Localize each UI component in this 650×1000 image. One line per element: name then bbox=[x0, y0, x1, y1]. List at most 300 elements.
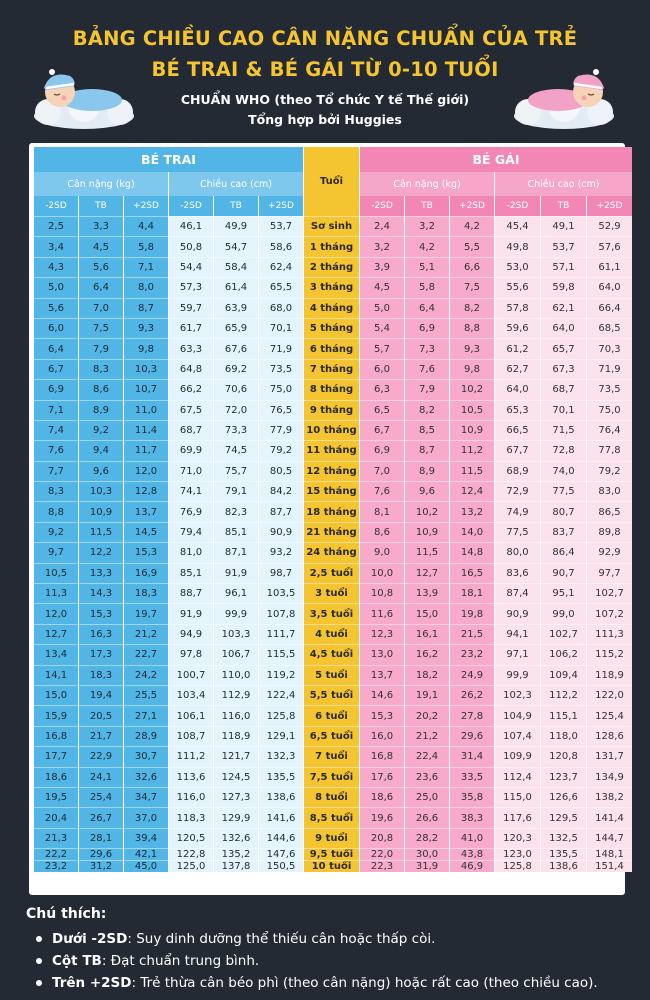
girl-weight-cell: 16,2 bbox=[405, 644, 449, 664]
boy-height-cell: 75,7 bbox=[214, 461, 258, 481]
boy-weight-cell: 22,7 bbox=[124, 644, 168, 664]
girl-height-cell: 120,3 bbox=[495, 828, 540, 848]
boy-weight-cell: 9,8 bbox=[124, 338, 168, 358]
girl-height-cell: 109,4 bbox=[541, 665, 586, 685]
boy-height-cell: 111,7 bbox=[259, 624, 303, 644]
boy-height-cell: 87,7 bbox=[259, 501, 303, 521]
boy-weight-cell: 15,9 bbox=[34, 705, 78, 725]
age-cell: Sơ sinh bbox=[304, 216, 359, 236]
girl-weight-cell: 10,9 bbox=[450, 420, 494, 440]
boy-height-cell: 79,2 bbox=[259, 440, 303, 460]
girl-height-cell: 80,7 bbox=[541, 501, 586, 521]
boy-weight-cell: 9,4 bbox=[79, 440, 123, 460]
boy-height-cell: 103,4 bbox=[169, 685, 213, 705]
girl-height-cell: 66,4 bbox=[587, 298, 632, 318]
girl-weight-cell: 15,3 bbox=[360, 705, 404, 725]
girl-weight-header: Cân nặng (kg) bbox=[360, 172, 494, 196]
boy-weight-cell: 32,6 bbox=[124, 767, 168, 787]
girl-weight-cell: 20,8 bbox=[360, 828, 404, 848]
girl-height-cell: 102,3 bbox=[495, 685, 540, 705]
boy-weight-cell: 6,4 bbox=[34, 338, 78, 358]
age-cell: 4,5 tuổi bbox=[304, 644, 359, 664]
girl-height-header: Chiều cao (cm) bbox=[495, 172, 632, 196]
girl-weight-cell: 21,5 bbox=[450, 624, 494, 644]
boy-weight-cell: 19,4 bbox=[79, 685, 123, 705]
age-cell: 3 tháng bbox=[304, 277, 359, 297]
girl-height-cell: 115,1 bbox=[541, 705, 586, 725]
age-cell: 5 tuổi bbox=[304, 665, 359, 685]
girl-height-cell: 68,5 bbox=[587, 318, 632, 338]
girl-weight-cell: 31,9 bbox=[405, 860, 449, 872]
girl-height-cell: 76,4 bbox=[587, 420, 632, 440]
boy-height-cell: 61,4 bbox=[214, 277, 258, 297]
boy-weight-cell: 39,4 bbox=[124, 828, 168, 848]
girl-height-cell: 144,7 bbox=[587, 828, 632, 848]
girl-weight-cell: 27,8 bbox=[450, 705, 494, 725]
girl-weight-cell: 12,7 bbox=[405, 563, 449, 583]
boy-height-cell: 61,7 bbox=[169, 318, 213, 338]
girl-weight-cell: 9,8 bbox=[450, 359, 494, 379]
boy-height-cell: 66,2 bbox=[169, 379, 213, 399]
girl-weight-cell: 33,5 bbox=[450, 767, 494, 787]
boy-weight-cell: 25,4 bbox=[79, 787, 123, 807]
boy-height-cell: 125,8 bbox=[259, 705, 303, 725]
boy-weight-cell: 9,2 bbox=[79, 420, 123, 440]
note-desc: : Suy dinh dưỡng thể thiếu cân hoặc thấp còi. bbox=[127, 931, 436, 947]
girl-weight-cell: 11,6 bbox=[360, 603, 404, 623]
age-cell: 7 tháng bbox=[304, 359, 359, 379]
girl-height-cell: 59,8 bbox=[541, 277, 586, 297]
boy-height-cell: 106,1 bbox=[169, 705, 213, 725]
boy-height-cell: 53,7 bbox=[259, 216, 303, 236]
age-cell: 6 tuổi bbox=[304, 705, 359, 725]
boy-weight-cell: 10,7 bbox=[124, 379, 168, 399]
boy-weight-cell: 25,5 bbox=[124, 685, 168, 705]
boy-height-cell: 64,8 bbox=[169, 359, 213, 379]
boy-weight-cell: 10,3 bbox=[124, 359, 168, 379]
girl-height-cell: 57,6 bbox=[587, 236, 632, 256]
girl-weight-cell: 20,2 bbox=[405, 705, 449, 725]
girl-weight-cell: 6,4 bbox=[405, 298, 449, 318]
boy-height-cell: 99,9 bbox=[214, 603, 258, 623]
age-cell: 10 tháng bbox=[304, 420, 359, 440]
girl-height-cell: 45,4 bbox=[495, 216, 540, 236]
boy-height-cell: 57,3 bbox=[169, 277, 213, 297]
boy-height-cell: 63,9 bbox=[214, 298, 258, 318]
girl-height-cell: 72,9 bbox=[495, 481, 540, 501]
girl-weight-cell: 10,2 bbox=[405, 501, 449, 521]
girl-height-cell: 115,2 bbox=[587, 644, 632, 664]
boy-weight-cell: 7,6 bbox=[34, 440, 78, 460]
girl-height-cell: 125,8 bbox=[495, 860, 540, 872]
girl-height-cell: 57,1 bbox=[541, 257, 586, 277]
boy-height-cell: 118,3 bbox=[169, 807, 213, 827]
boy-height-cell: 141,6 bbox=[259, 807, 303, 827]
boy-height-cell: 110,0 bbox=[214, 665, 258, 685]
girl-weight-cell: 22,0 bbox=[360, 848, 404, 860]
boy-weight-header: Cân nặng (kg) bbox=[34, 172, 168, 196]
boy-height-cell: 88,7 bbox=[169, 583, 213, 603]
boy-weight-cell: 26,7 bbox=[79, 807, 123, 827]
girl-height-cell: 131,7 bbox=[587, 746, 632, 766]
girl-weight-cell: 11,5 bbox=[450, 461, 494, 481]
boy-height-cell: 122,4 bbox=[259, 685, 303, 705]
boy-weight-cell: 8,7 bbox=[124, 298, 168, 318]
boy-weight-cell: 21,7 bbox=[79, 726, 123, 746]
age-cell: 9 tháng bbox=[304, 400, 359, 420]
girl-height-cell: 132,5 bbox=[541, 828, 586, 848]
girl-height-cell: 107,2 bbox=[587, 603, 632, 623]
girl-weight-cell: 8,5 bbox=[405, 420, 449, 440]
boy-height-cell: 121,7 bbox=[214, 746, 258, 766]
girl-header: BÉ GÁI bbox=[360, 147, 632, 172]
girl-weight-cell: 16,5 bbox=[450, 563, 494, 583]
girl-weight-cell: 11,5 bbox=[405, 542, 449, 562]
girl-height-cell: 97,1 bbox=[495, 644, 540, 664]
boy-height-cell: 59,7 bbox=[169, 298, 213, 318]
age-cell: 18 tháng bbox=[304, 501, 359, 521]
boy-weight-cell: 4,3 bbox=[34, 257, 78, 277]
boy-weight-cell: 4,5 bbox=[79, 236, 123, 256]
girl-height-cell: 49,1 bbox=[541, 216, 586, 236]
girl-weight-cell: 13,9 bbox=[405, 583, 449, 603]
boy-weight-cell: 11,7 bbox=[124, 440, 168, 460]
girl-weight-cell: 10,8 bbox=[360, 583, 404, 603]
girl-height-cell: 72,8 bbox=[541, 440, 586, 460]
boy-weight-cell: 16,8 bbox=[34, 726, 78, 746]
boy-col-header: -2SD bbox=[169, 196, 213, 216]
boy-height-cell: 97,8 bbox=[169, 644, 213, 664]
boy-weight-cell: 7,9 bbox=[79, 338, 123, 358]
boy-weight-cell: 7,0 bbox=[79, 298, 123, 318]
boy-height-cell: 137,8 bbox=[214, 860, 258, 872]
boy-height-header: Chiều cao (cm) bbox=[169, 172, 303, 196]
boy-weight-cell: 15,0 bbox=[34, 685, 78, 705]
girl-weight-cell: 8,2 bbox=[450, 298, 494, 318]
boy-col-header: -2SD bbox=[34, 196, 78, 216]
girl-height-cell: 123,0 bbox=[495, 848, 540, 860]
girl-weight-cell: 6,9 bbox=[405, 318, 449, 338]
age-cell: 5,5 tuổi bbox=[304, 685, 359, 705]
boy-weight-cell: 31,2 bbox=[79, 860, 123, 872]
boy-height-cell: 90,9 bbox=[259, 522, 303, 542]
girl-weight-cell: 7,3 bbox=[405, 338, 449, 358]
boy-height-cell: 100,7 bbox=[169, 665, 213, 685]
girl-weight-cell: 13,0 bbox=[360, 644, 404, 664]
girl-height-cell: 120,8 bbox=[541, 746, 586, 766]
boy-height-cell: 112,9 bbox=[214, 685, 258, 705]
boy-height-cell: 76,9 bbox=[169, 501, 213, 521]
page-title-line-2: BÉ TRAI & BÉ GÁI TỪ 0-10 TUỔI bbox=[151, 58, 499, 81]
boy-height-cell: 82,3 bbox=[214, 501, 258, 521]
page-source: Tổng hợp bởi Huggies bbox=[248, 112, 402, 127]
boy-weight-cell: 16,9 bbox=[124, 563, 168, 583]
girl-weight-cell: 15,0 bbox=[405, 603, 449, 623]
boy-height-cell: 147,6 bbox=[259, 848, 303, 860]
boy-height-cell: 122,8 bbox=[169, 848, 213, 860]
boy-weight-cell: 19,5 bbox=[34, 787, 78, 807]
boy-weight-cell: 14,5 bbox=[124, 522, 168, 542]
boy-height-cell: 98,7 bbox=[259, 563, 303, 583]
age-cell: 7 tuổi bbox=[304, 746, 359, 766]
note-item bbox=[26, 972, 646, 994]
girl-weight-cell: 19,8 bbox=[450, 603, 494, 623]
boy-height-cell: 119,2 bbox=[259, 665, 303, 685]
boy-height-cell: 85,1 bbox=[169, 563, 213, 583]
boy-weight-cell: 3,3 bbox=[79, 216, 123, 236]
girl-weight-cell: 4,2 bbox=[450, 216, 494, 236]
boy-height-cell: 62,4 bbox=[259, 257, 303, 277]
girl-weight-cell: 3,9 bbox=[360, 257, 404, 277]
girl-weight-cell: 8,8 bbox=[450, 318, 494, 338]
boy-height-cell: 125,0 bbox=[169, 860, 213, 872]
age-cell: 8 tháng bbox=[304, 379, 359, 399]
age-cell: 6,5 tuổi bbox=[304, 726, 359, 746]
boy-height-cell: 116,0 bbox=[169, 787, 213, 807]
girl-height-cell: 77,5 bbox=[541, 481, 586, 501]
girl-weight-cell: 10,0 bbox=[360, 563, 404, 583]
girl-height-cell: 71,5 bbox=[541, 420, 586, 440]
boy-height-cell: 91,9 bbox=[169, 603, 213, 623]
boy-height-cell: 118,9 bbox=[214, 726, 258, 746]
girl-col-header: -2SD bbox=[360, 196, 404, 216]
boy-height-cell: 111,2 bbox=[169, 746, 213, 766]
note-item bbox=[26, 928, 646, 950]
boy-height-cell: 77,9 bbox=[259, 420, 303, 440]
girl-height-cell: 129,5 bbox=[541, 807, 586, 827]
boy-weight-cell: 13,3 bbox=[79, 563, 123, 583]
girl-weight-cell: 43,8 bbox=[450, 848, 494, 860]
boy-height-cell: 73,3 bbox=[214, 420, 258, 440]
girl-weight-cell: 21,2 bbox=[405, 726, 449, 746]
girl-height-cell: 92,9 bbox=[587, 542, 632, 562]
girl-weight-cell: 6,6 bbox=[450, 257, 494, 277]
boy-height-cell: 127,3 bbox=[214, 787, 258, 807]
girl-weight-cell: 6,7 bbox=[360, 420, 404, 440]
age-cell: 3,5 tuổi bbox=[304, 603, 359, 623]
boy-height-cell: 63,3 bbox=[169, 338, 213, 358]
girl-height-cell: 57,8 bbox=[495, 298, 540, 318]
boy-weight-cell: 28,9 bbox=[124, 726, 168, 746]
girl-height-cell: 62,1 bbox=[541, 298, 586, 318]
note-item bbox=[26, 950, 646, 972]
girl-height-cell: 135,5 bbox=[541, 848, 586, 860]
boy-weight-cell: 19,7 bbox=[124, 603, 168, 623]
girl-height-cell: 125,4 bbox=[587, 705, 632, 725]
girl-height-cell: 83,6 bbox=[495, 563, 540, 583]
boy-weight-cell: 23,2 bbox=[34, 860, 78, 872]
girl-weight-cell: 24,9 bbox=[450, 665, 494, 685]
girl-weight-cell: 5,7 bbox=[360, 338, 404, 358]
girl-height-cell: 123,7 bbox=[541, 767, 586, 787]
notes-title: Chú thích: bbox=[26, 906, 107, 922]
boy-weight-cell: 12,7 bbox=[34, 624, 78, 644]
boy-weight-cell: 9,3 bbox=[124, 318, 168, 338]
boy-weight-cell: 18,3 bbox=[124, 583, 168, 603]
girl-height-cell: 74,0 bbox=[541, 461, 586, 481]
girl-weight-cell: 30,0 bbox=[405, 848, 449, 860]
age-header: Tuổi bbox=[304, 147, 359, 216]
girl-height-cell: 70,3 bbox=[587, 338, 632, 358]
girl-height-cell: 102,7 bbox=[587, 583, 632, 603]
girl-height-cell: 115,0 bbox=[495, 787, 540, 807]
girl-weight-cell: 26,6 bbox=[405, 807, 449, 827]
boy-weight-cell: 16,3 bbox=[79, 624, 123, 644]
growth-table bbox=[34, 147, 622, 872]
girl-weight-cell: 7,5 bbox=[450, 277, 494, 297]
boy-height-cell: 93,2 bbox=[259, 542, 303, 562]
girl-height-cell: 151,4 bbox=[587, 860, 632, 872]
girl-weight-cell: 9,3 bbox=[450, 338, 494, 358]
girl-height-cell: 64,0 bbox=[541, 318, 586, 338]
boy-weight-cell: 10,9 bbox=[79, 501, 123, 521]
boy-height-cell: 84,2 bbox=[259, 481, 303, 501]
girl-weight-cell: 8,7 bbox=[405, 440, 449, 460]
age-cell: 4 tuổi bbox=[304, 624, 359, 644]
girl-weight-cell: 5,4 bbox=[360, 318, 404, 338]
girl-weight-cell: 8,2 bbox=[405, 400, 449, 420]
girl-weight-cell: 13,7 bbox=[360, 665, 404, 685]
boy-weight-cell: 6,9 bbox=[34, 379, 78, 399]
girl-height-cell: 138,6 bbox=[541, 860, 586, 872]
girl-weight-cell: 12,3 bbox=[360, 624, 404, 644]
boy-weight-cell: 12,0 bbox=[124, 461, 168, 481]
girl-height-cell: 90,9 bbox=[495, 603, 540, 623]
boy-height-cell: 103,5 bbox=[259, 583, 303, 603]
girl-weight-cell: 17,6 bbox=[360, 767, 404, 787]
boy-weight-cell: 14,1 bbox=[34, 665, 78, 685]
girl-height-cell: 75,0 bbox=[587, 400, 632, 420]
boy-weight-cell: 29,6 bbox=[79, 848, 123, 860]
girl-weight-cell: 10,5 bbox=[450, 400, 494, 420]
girl-height-cell: 94,1 bbox=[495, 624, 540, 644]
girl-weight-cell: 18,2 bbox=[405, 665, 449, 685]
boy-height-cell: 91,9 bbox=[214, 563, 258, 583]
girl-height-cell: 52,9 bbox=[587, 216, 632, 236]
girl-height-cell: 112,4 bbox=[495, 767, 540, 787]
boy-height-cell: 58,4 bbox=[214, 257, 258, 277]
girl-height-cell: 74,9 bbox=[495, 501, 540, 521]
girl-height-cell: 61,1 bbox=[587, 257, 632, 277]
girl-weight-cell: 19,1 bbox=[405, 685, 449, 705]
boy-height-cell: 54,7 bbox=[214, 236, 258, 256]
girl-weight-cell: 6,9 bbox=[360, 440, 404, 460]
boy-weight-cell: 13,7 bbox=[124, 501, 168, 521]
boy-height-cell: 70,6 bbox=[214, 379, 258, 399]
girl-weight-cell: 6,3 bbox=[360, 379, 404, 399]
boy-weight-cell: 15,3 bbox=[124, 542, 168, 562]
age-cell: 24 tháng bbox=[304, 542, 359, 562]
girl-height-cell: 118,0 bbox=[541, 726, 586, 746]
girl-weight-cell: 5,1 bbox=[405, 257, 449, 277]
girl-weight-cell: 14,8 bbox=[450, 542, 494, 562]
girl-height-cell: 49,8 bbox=[495, 236, 540, 256]
girl-height-cell: 87,4 bbox=[495, 583, 540, 603]
girl-weight-cell: 9,6 bbox=[405, 481, 449, 501]
girl-weight-cell: 2,4 bbox=[360, 216, 404, 236]
girl-weight-cell: 6,5 bbox=[360, 400, 404, 420]
boy-height-cell: 79,1 bbox=[214, 481, 258, 501]
girl-weight-cell: 8,9 bbox=[405, 461, 449, 481]
girl-height-cell: 118,9 bbox=[587, 665, 632, 685]
boy-height-cell: 113,6 bbox=[169, 767, 213, 787]
girl-height-cell: 73,5 bbox=[587, 379, 632, 399]
girl-weight-cell: 19,6 bbox=[360, 807, 404, 827]
boy-weight-cell: 11,4 bbox=[124, 420, 168, 440]
boy-height-cell: 80,5 bbox=[259, 461, 303, 481]
girl-weight-cell: 28,2 bbox=[405, 828, 449, 848]
boy-weight-cell: 7,7 bbox=[34, 461, 78, 481]
boy-height-cell: 108,7 bbox=[169, 726, 213, 746]
girl-weight-cell: 16,1 bbox=[405, 624, 449, 644]
girl-height-cell: 99,0 bbox=[541, 603, 586, 623]
boy-height-cell: 129,1 bbox=[259, 726, 303, 746]
boy-height-cell: 87,1 bbox=[214, 542, 258, 562]
boy-weight-cell: 9,2 bbox=[34, 522, 78, 542]
boy-weight-cell: 7,1 bbox=[34, 400, 78, 420]
girl-weight-cell: 16,8 bbox=[360, 746, 404, 766]
girl-weight-cell: 5,8 bbox=[405, 277, 449, 297]
boy-weight-cell: 8,3 bbox=[79, 359, 123, 379]
boy-height-cell: 68,0 bbox=[259, 298, 303, 318]
boy-weight-cell: 8,9 bbox=[79, 400, 123, 420]
girl-height-cell: 64,0 bbox=[495, 379, 540, 399]
boy-height-cell: 81,0 bbox=[169, 542, 213, 562]
boy-height-cell: 67,6 bbox=[214, 338, 258, 358]
boy-weight-cell: 10,5 bbox=[34, 563, 78, 583]
girl-weight-cell: 11,2 bbox=[450, 440, 494, 460]
note-desc: : Đạt chuẩn trung bình. bbox=[101, 953, 260, 969]
girl-weight-cell: 3,2 bbox=[360, 236, 404, 256]
note-term: Dưới -2SD bbox=[52, 931, 128, 947]
notes-list bbox=[26, 928, 646, 994]
boy-col-header: TB bbox=[79, 196, 123, 216]
boy-height-cell: 71,9 bbox=[259, 338, 303, 358]
boy-weight-cell: 5,0 bbox=[34, 277, 78, 297]
boy-height-cell: 144,6 bbox=[259, 828, 303, 848]
age-cell: 3 tuổi bbox=[304, 583, 359, 603]
boy-weight-cell: 21,2 bbox=[124, 624, 168, 644]
girl-col-header: +2SD bbox=[450, 196, 494, 216]
boy-weight-cell: 30,7 bbox=[124, 746, 168, 766]
sleeping-baby-girl-icon bbox=[508, 62, 620, 132]
girl-height-cell: 71,9 bbox=[587, 359, 632, 379]
girl-weight-cell: 4,2 bbox=[405, 236, 449, 256]
boy-weight-cell: 5,6 bbox=[34, 298, 78, 318]
girl-height-cell: 77,8 bbox=[587, 440, 632, 460]
girl-height-cell: 89,8 bbox=[587, 522, 632, 542]
boy-height-cell: 135,5 bbox=[259, 767, 303, 787]
girl-weight-cell: 5,5 bbox=[450, 236, 494, 256]
boy-weight-cell: 4,4 bbox=[124, 216, 168, 236]
age-cell: 1 tháng bbox=[304, 236, 359, 256]
boy-weight-cell: 20,5 bbox=[79, 705, 123, 725]
girl-height-cell: 95,1 bbox=[541, 583, 586, 603]
boy-weight-cell: 8,8 bbox=[34, 501, 78, 521]
boy-height-cell: 115,5 bbox=[259, 644, 303, 664]
boy-height-cell: 72,0 bbox=[214, 400, 258, 420]
girl-height-cell: 55,6 bbox=[495, 277, 540, 297]
boy-weight-cell: 17,3 bbox=[79, 644, 123, 664]
girl-height-cell: 104,9 bbox=[495, 705, 540, 725]
girl-weight-cell: 6,0 bbox=[360, 359, 404, 379]
age-cell: 8 tuổi bbox=[304, 787, 359, 807]
girl-height-cell: 61,2 bbox=[495, 338, 540, 358]
boy-weight-cell: 3,4 bbox=[34, 236, 78, 256]
girl-weight-cell: 4,5 bbox=[360, 277, 404, 297]
boy-height-cell: 75,0 bbox=[259, 379, 303, 399]
boy-header: BÉ TRAI bbox=[34, 147, 303, 172]
